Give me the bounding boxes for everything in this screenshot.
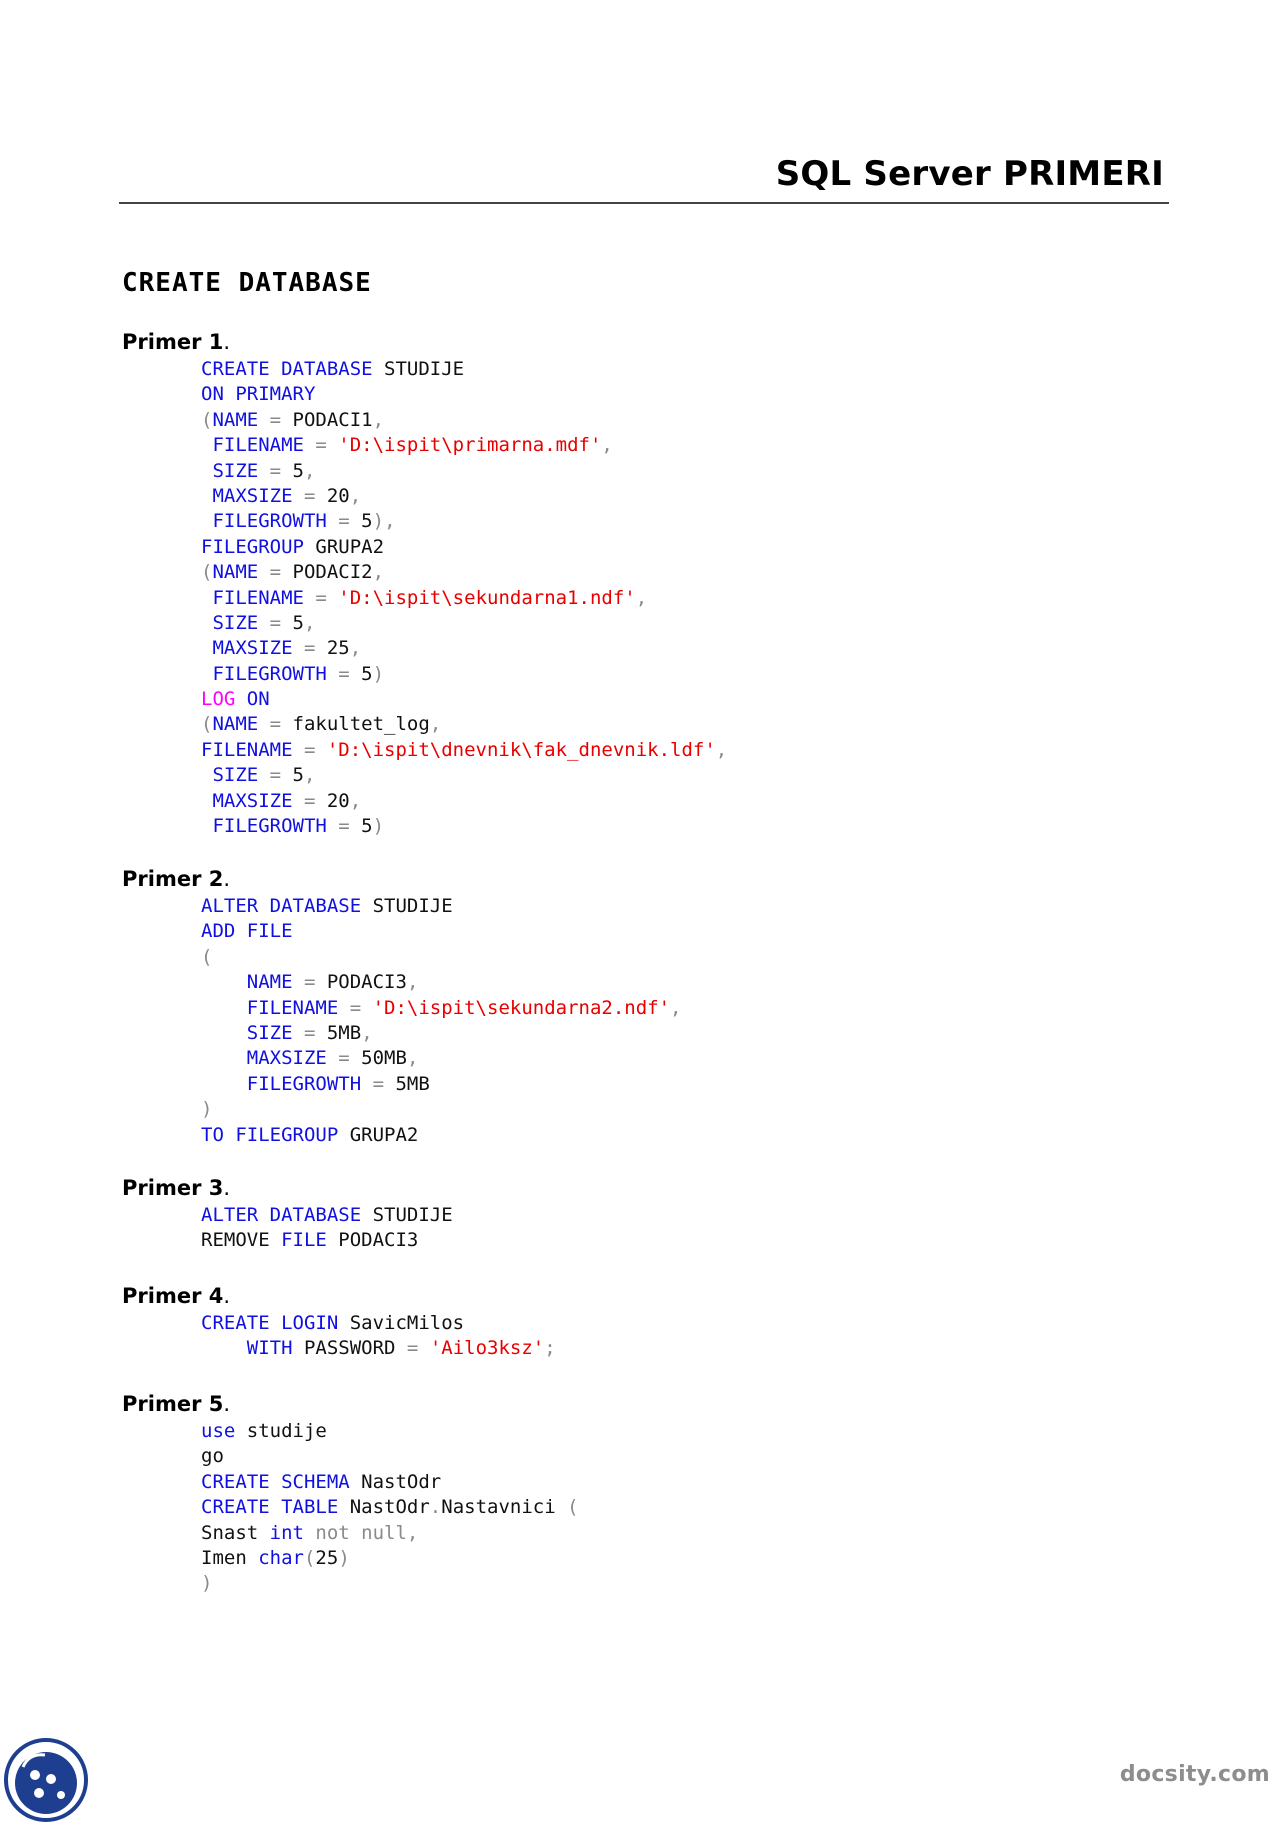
code-token: NAME: [212, 561, 259, 584]
code-token: [201, 1073, 247, 1095]
code-token: LOG: [201, 688, 236, 711]
code-token: (: [201, 945, 213, 968]
code-token: (: [201, 713, 213, 736]
code-token: FILENAME: [201, 738, 293, 761]
example-label: Primer 5.: [122, 1392, 231, 1416]
code-token: ALTER DATABASE: [201, 895, 362, 917]
code-token: MAXSIZE: [212, 637, 293, 660]
code-token: PASSWORD: [292, 1337, 407, 1360]
code-token: 'D:\ispit\primarna.mdf': [338, 434, 602, 457]
code-line: [201, 1046, 681, 1071]
code-token: 5MB: [395, 1072, 430, 1095]
code-token: ): [201, 1098, 213, 1121]
code-token: NastOdr: [338, 1496, 430, 1519]
code-token: ): [338, 1546, 350, 1569]
code-line: [201, 1336, 556, 1361]
code-token: =: [292, 637, 327, 660]
code-line: [201, 687, 727, 712]
code-token: ): [372, 815, 385, 838]
code-line: [201, 509, 727, 534]
code-token: ,: [304, 764, 316, 787]
code-token: ,: [349, 789, 362, 812]
code-token: ,: [635, 586, 648, 609]
code-token: go: [201, 1445, 224, 1468]
code-token: 5: [361, 815, 373, 838]
code-line: [201, 1311, 556, 1336]
code-token: CREATE LOGIN: [201, 1312, 339, 1334]
code-token: STUDIJE: [361, 895, 453, 917]
code-token: Nastavnici: [441, 1496, 568, 1519]
code-token: ,: [406, 971, 419, 994]
code-token: PODACI2: [292, 561, 373, 584]
code-token: [235, 688, 246, 710]
code-line: [201, 919, 681, 944]
code-line: [201, 662, 727, 687]
code-token: (: [567, 1496, 579, 1519]
example-label: Primer 3.: [122, 1176, 231, 1200]
code-token: STUDIJE: [361, 1204, 453, 1226]
code-line: [201, 1571, 579, 1596]
code-line: [201, 560, 727, 585]
example-1: [122, 327, 727, 839]
code-token: Imen: [201, 1546, 259, 1569]
code-line: [201, 459, 727, 484]
code-line: [201, 814, 727, 839]
code-token: [201, 587, 212, 609]
example-label: Primer 4.: [122, 1284, 231, 1308]
code-token: SIZE: [212, 764, 259, 787]
code-token: FILEGROWTH: [246, 1072, 362, 1095]
code-token: =: [258, 713, 293, 736]
code-token: [201, 485, 212, 507]
code-token: NAME: [212, 713, 259, 736]
code-token: =: [303, 586, 339, 609]
code-token: (: [201, 408, 213, 431]
code-token: 20: [326, 484, 350, 507]
code-token: CREATE TABLE: [201, 1496, 339, 1519]
code-token: int: [269, 1521, 304, 1544]
code-line: [201, 1203, 453, 1228]
code-line: [201, 408, 727, 433]
code-token: =: [258, 764, 293, 787]
code-token: ,: [429, 713, 442, 736]
code-token: NastOdr: [349, 1470, 442, 1493]
code-token: STUDIJE: [372, 358, 465, 380]
code-token: [201, 663, 212, 685]
code-token: studije: [235, 1420, 327, 1442]
code-token: ,: [349, 484, 362, 507]
code-token: 50MB: [361, 1047, 407, 1070]
code-line: [201, 636, 727, 661]
code-token: 'D:\ispit\sekundarna1.ndf': [338, 586, 636, 609]
code-token: fakultet_log: [292, 713, 430, 736]
code-token: FILENAME: [212, 586, 304, 609]
code-token: ,: [601, 434, 613, 457]
code-line: [201, 1021, 681, 1046]
code-token: 5: [292, 611, 304, 634]
code-token: char: [258, 1546, 304, 1569]
code-token: 5MB: [326, 1021, 362, 1044]
code-token: ,: [715, 738, 728, 761]
code-line: [201, 535, 727, 560]
example-label: Primer 1.: [122, 330, 231, 354]
code-token: ): [201, 1572, 213, 1595]
example-label: Primer 2.: [122, 867, 231, 891]
code-line: [201, 1444, 579, 1469]
code-token: =: [292, 738, 327, 761]
code-token: [201, 510, 212, 532]
code-token: =: [258, 611, 293, 634]
code-token: 'D:\ispit\sekundarna2.ndf': [372, 996, 671, 1019]
code-token: [201, 790, 212, 812]
code-token: =: [361, 1072, 396, 1095]
code-token: =: [303, 434, 339, 457]
code-token: ,: [406, 1047, 419, 1070]
code-line: [201, 1123, 681, 1148]
code-token: [201, 612, 212, 634]
code-token: 5: [361, 662, 373, 685]
code-token: TO FILEGROUP: [201, 1123, 339, 1146]
code-token: not null,: [303, 1521, 419, 1544]
code-line: [201, 763, 727, 788]
code-token: CREATE SCHEMA: [201, 1470, 350, 1493]
code-line: [201, 1521, 579, 1546]
code-token: ,: [349, 637, 362, 660]
code-line: [201, 996, 681, 1021]
page-header: [119, 150, 1169, 204]
code-line: [201, 1097, 681, 1122]
code-token: [201, 434, 212, 456]
code-token: FILE: [281, 1229, 327, 1252]
code-token: 25: [326, 637, 350, 660]
example-2: [122, 864, 681, 1148]
code-block: [201, 1311, 556, 1362]
code-token: WITH: [246, 1337, 293, 1360]
code-token: =: [292, 484, 327, 507]
code-line: [201, 1228, 453, 1253]
code-token: SIZE: [212, 611, 259, 634]
code-token: 25: [315, 1546, 339, 1569]
code-token: NAME: [246, 971, 293, 994]
code-token: PODACI3: [326, 1229, 419, 1252]
code-token: 'D:\ispit\dnevnik\fak_dnevnik.ldf': [326, 738, 716, 761]
code-token: SIZE: [212, 459, 259, 482]
code-line: [201, 357, 727, 382]
code-token: =: [292, 1021, 327, 1044]
code-line: [201, 712, 727, 737]
code-token: =: [292, 971, 327, 994]
code-token: MAXSIZE: [212, 484, 293, 507]
code-token: [201, 971, 247, 993]
example-5: [122, 1389, 579, 1597]
code-token: 20: [326, 789, 350, 812]
code-token: ,: [361, 1021, 373, 1044]
code-token: ,: [372, 561, 385, 584]
code-token: [201, 1022, 247, 1044]
code-token: FILENAME: [246, 996, 339, 1019]
code-token: FILEGROWTH: [212, 662, 327, 685]
code-token: use: [201, 1420, 236, 1442]
code-token: ADD FILE: [201, 920, 293, 943]
code-token: =: [326, 662, 362, 685]
code-token: ,: [670, 996, 682, 1019]
code-token: =: [326, 510, 362, 533]
code-line: [201, 970, 681, 995]
code-token: [201, 815, 212, 837]
code-token: FILEGROWTH: [212, 815, 327, 838]
code-token: MAXSIZE: [246, 1047, 327, 1070]
page-title: SQL Server PRIMERI: [775, 154, 1164, 194]
footer-brand[interactable]: docsity.com: [1119, 1762, 1270, 1787]
example-3: [122, 1173, 453, 1254]
code-block: [201, 894, 681, 1148]
code-line: [201, 1419, 579, 1444]
code-token: ),: [372, 510, 396, 533]
code-token: FILEGROUP: [201, 535, 304, 558]
code-line: [201, 1470, 579, 1495]
code-line: [201, 586, 727, 611]
code-token: MAXSIZE: [212, 789, 293, 812]
code-token: [201, 997, 247, 1019]
code-token: ON: [246, 688, 270, 711]
code-token: ALTER DATABASE: [201, 1204, 362, 1226]
code-line: [201, 1072, 681, 1097]
code-token: =: [258, 459, 293, 482]
code-token: FILEGROWTH: [212, 510, 327, 533]
code-token: ,: [372, 408, 385, 431]
code-line: [201, 789, 727, 814]
code-token: CREATE DATABASE: [201, 358, 373, 380]
code-token: .: [429, 1496, 442, 1519]
code-token: FILENAME: [212, 434, 304, 457]
code-token: PODACI1: [292, 408, 373, 431]
code-line: [201, 382, 727, 407]
code-token: ,: [304, 459, 316, 482]
code-line: [201, 1546, 579, 1571]
code-token: 5: [361, 510, 373, 533]
code-line: [201, 484, 727, 509]
code-block: [201, 1419, 579, 1597]
code-token: NAME: [212, 408, 259, 431]
code-token: 5: [292, 764, 304, 787]
code-token: SIZE: [246, 1021, 293, 1044]
code-token: ON PRIMARY: [201, 383, 316, 406]
section-heading: CREATE DATABASE: [122, 268, 372, 298]
code-block: [201, 357, 727, 839]
code-token: [201, 637, 212, 659]
code-token: 5: [292, 459, 304, 482]
code-token: [201, 460, 212, 482]
code-token: [201, 1047, 247, 1069]
code-line: [201, 945, 681, 970]
code-token: PODACI3: [326, 971, 407, 994]
code-token: ): [372, 662, 385, 685]
code-token: =: [326, 815, 362, 838]
code-token: =: [326, 1047, 362, 1070]
example-4: [122, 1281, 556, 1362]
code-line: [201, 894, 681, 919]
code-token: SavicMilos: [338, 1312, 465, 1334]
code-token: =: [258, 408, 293, 431]
code-token: =: [338, 996, 373, 1019]
code-token: =: [406, 1337, 430, 1360]
code-token: 'Ailo3ksz': [429, 1337, 545, 1360]
code-line: [201, 433, 727, 458]
code-token: ;: [544, 1337, 556, 1360]
code-token: GRUPA2: [303, 535, 385, 558]
code-token: [201, 1337, 247, 1359]
code-line: [201, 611, 727, 636]
code-block: [201, 1203, 453, 1254]
code-line: [201, 1495, 579, 1520]
code-token: =: [292, 789, 327, 812]
code-token: Snast: [201, 1521, 270, 1544]
code-token: (: [201, 561, 213, 584]
code-token: [201, 764, 212, 786]
code-line: [201, 738, 727, 763]
code-token: GRUPA2: [338, 1123, 419, 1146]
code-token: (: [303, 1546, 316, 1569]
docsity-logo-icon[interactable]: [3, 1737, 89, 1823]
code-token: =: [258, 561, 293, 584]
code-token: ,: [304, 611, 316, 634]
code-token: REMOVE: [201, 1229, 282, 1252]
